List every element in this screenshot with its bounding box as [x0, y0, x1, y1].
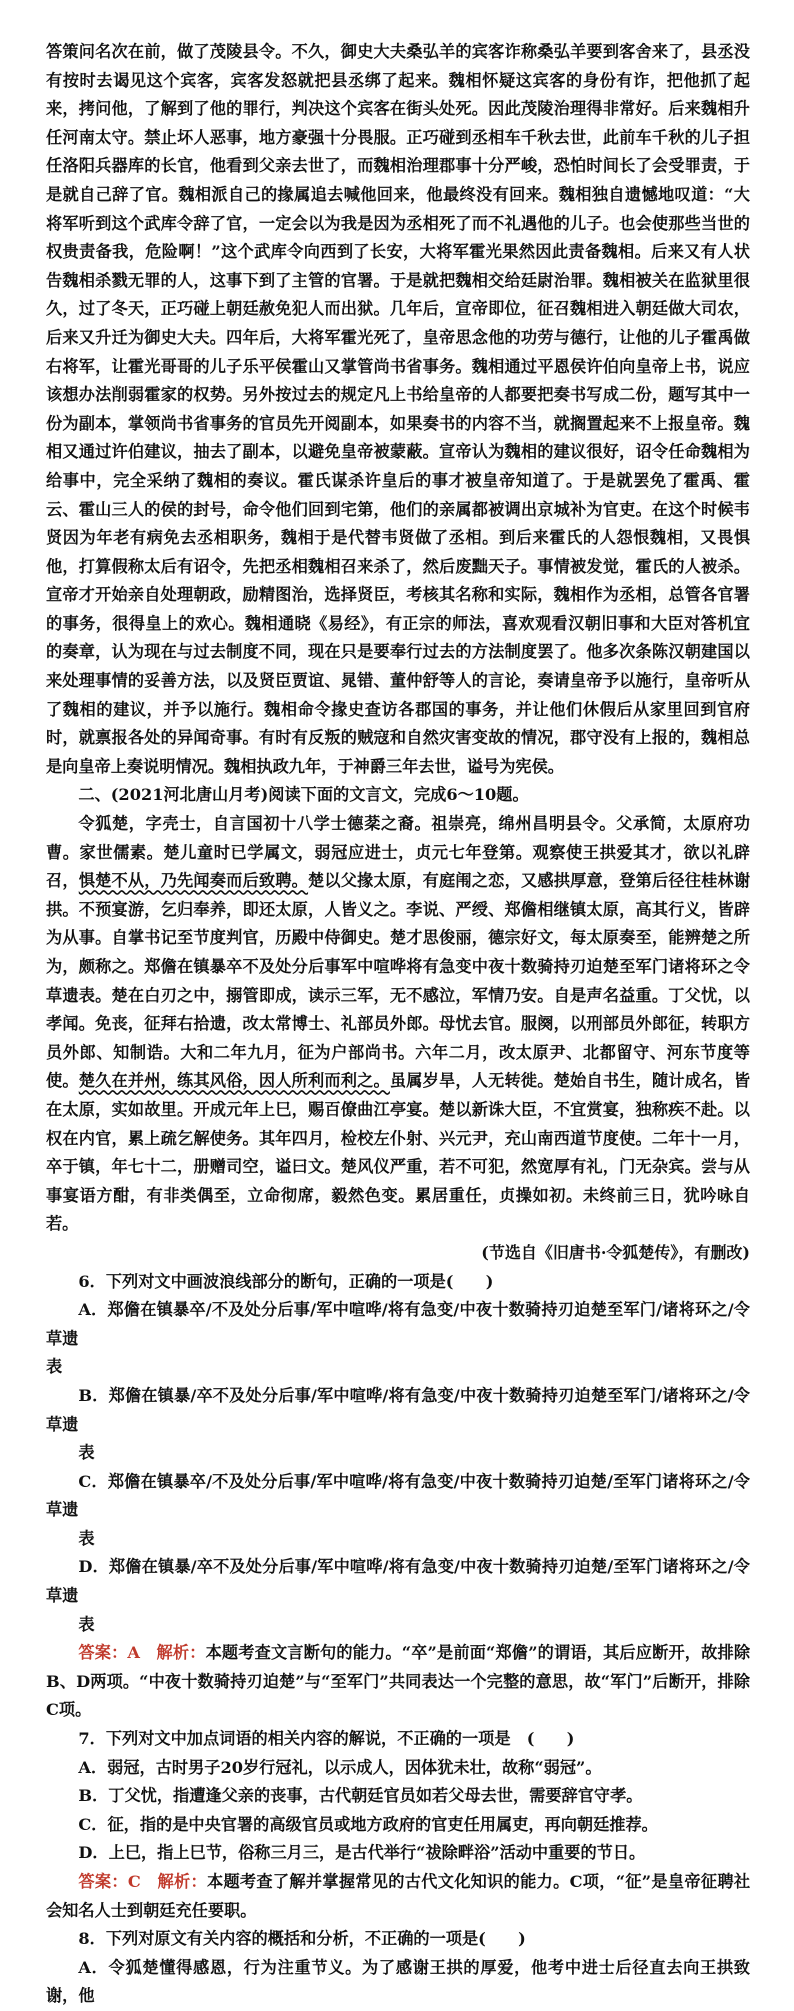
- passage-text-c: 虽属岁旱，人无转徙。楚始自书生，随计成名，皆在太原，实如故里。开成元年上巳，赐百僚曲江亭宴。楚以新诛大臣，不宜赏宴，独称疾不赴。以权在内官，累上疏乞解使务。其年四月，检校左仆射、兴元尹，充山南西道节度使。二年十一月，卒于镇，年七十二，册赠司空，谥曰文。楚风仪严重，若不可犯，然宽厚有礼，门无杂宾。尝与从事宴语方酣，有非类偶至，立命彻席，毅然色变。累居重任，贞操如初。未终前三日，犹吟咏自若。: [46, 1071, 751, 1234]
- passage-text-a: 令狐楚，字壳士，自言国初十八学士德棻之裔。祖崇亮，绵州昌明县令。父承简，太原府功曹。家世儒素。楚儿童时已学属文，弱冠应进士，贞元七年登第。观察使王拱爱其才，欲以礼辟召，: [46, 814, 750, 891]
- question-6-stem: 6．下列对文中画波浪线部分的断句，正确的一项是( ): [78, 1271, 494, 1291]
- wavy-underlined-sentence-1: 惧楚不从，乃先闻奏而后致聘。: [78, 871, 309, 891]
- question-6-option-b: B．郑儋在镇暴/卒不及处分后事/军中喧哗/将有急变/中夜十数骑持刃迫楚至军门/诸将环之/令草遗 表: [46, 1385, 750, 1463]
- question-7-option-d: D．上巳，指上巳节，俗称三月三，是古代举行“祓除畔浴”活动中重要的节日。: [78, 1843, 646, 1863]
- question-6-option-a: A．郑儋在镇暴卒/不及处分后事/军中喧哗/将有急变/中夜十数骑持刃迫楚至军门/诸将环之/令草遗 表: [46, 1300, 750, 1377]
- passage-text-b: 楚以父掾太原，有庭闱之恋，又感拱厚意，登第后径往桂林谢拱。不预宴游，乞归奉养，即还太原，人皆义之。李说、严绶、郑儋相继镇太原，高其行义，皆辟为从事。自掌书记至节度判官，历殿中侍御史。楚才思俊丽，德宗好文，每太原奏至，能辨楚之所为，颇称之。郑儋在镇暴卒不及处分后事军中喧哗将有急变中夜十数骑持刃迫楚至军门诸将环之令草遗表。楚在白刃之中，搦管即成，读示三军，无不感泣，军情乃安。自是声名益重。丁父忧，以孝闻。免丧，征拜右拾遗，改太常博士、礼部员外郎。母忧去官。服阕，以刑部员外郎征，转职方员外郎、知制诰。大和二年九月，征为户部尚书。六年二月，改太原尹、北都留守、河东节度等使。: [46, 871, 751, 1091]
- wavy-underlined-sentence-2: 楚久在并州，练其风俗，因人所利而利之。: [78, 1071, 390, 1091]
- answer-label: 答案：C: [78, 1872, 141, 1891]
- section-heading: 二、(2021河北唐山月考)阅读下面的文言文，完成6～10题。: [78, 785, 529, 805]
- question-7-option-c: C．征，指的是中央官署的高级官员或地方政府的官吏任用属吏，再向朝廷推荐。: [78, 1814, 658, 1834]
- question-7-stem: 7．下列对文中加点词语的相关内容的解说，不正确的一项是 ( ): [78, 1729, 575, 1749]
- classical-passage: [46, 810, 750, 1239]
- answer-label: 答案：A: [78, 1643, 140, 1663]
- question-7-option-b: B．丁父忧，指遭逢父亲的丧事，古代朝廷官员如若父母去世，需要辞官守孝。: [78, 1786, 643, 1806]
- analysis-label: 解析：: [157, 1872, 207, 1891]
- question-6-option-c: C．郑儋在镇暴卒/不及处分后事/军中喧哗/将有急变/中夜十数骑持刃迫楚/至军门诸将环之/令草遗 表: [46, 1471, 750, 1548]
- question-6-answer: [46, 1639, 750, 1725]
- question-7-answer: [46, 1868, 750, 1925]
- analysis-text: 本题考查了解并掌握常见的古代文化知识的能力。C项，“征”是皇帝征聘社会知名人士到朝廷充任要职。: [46, 1872, 751, 1920]
- question-8-option-a: A．令狐楚懂得感恩，行为注重节义。为了感谢王拱的厚爱，他考中进士后径直去向王拱致谢，他: [46, 1957, 750, 2006]
- question-7-option-a: A．弱冠，古时男子20岁行冠礼，以示成人，因体犹未壮，故称“弱冠”。: [78, 1757, 602, 1777]
- analysis-text: 本题考查文言断句的能力。“卒”是前面“郑儋”的谓语，其后应断开，故排除B、D两项。“中夜十数骑持刃迫楚”与“至军门”共同表达一个完整的意思，故“军门”后断开，排除C项。: [46, 1643, 751, 1720]
- question-8-stem: 8．下列对原文有关内容的概括和分析，不正确的一项是( ): [78, 1929, 526, 1949]
- question-6-option-d: D．郑儋在镇暴/卒不及处分后事/军中喧哗/将有急变/中夜十数骑持刃迫楚/至军门诸将环之/令草遗 表: [46, 1557, 750, 1634]
- analysis-label: 解析：: [156, 1643, 206, 1663]
- passage-translation: 答策问名次在前，做了茂陵县令。不久，御史大夫桑弘羊的宾客诈称桑弘羊要到客舍来了，县丞没有按时去谒见这个宾客，宾客发怒就把县丞绑了起来。魏相怀疑这宾客的身份有诈，把他抓了起来，拷问他，了解到了他的罪行，判决这个宾客在街头处死。因此茂陵治理得非常好。后来魏相升任河南太守。禁止坏人恶事，地方豪强十分畏服。正巧碰到丞相车千秋去世，此前车千秋的儿子担任洛阳兵器库的长官，他看到父亲去世了，而魏相治理郡事十分严峻，恐怕时间长了会受罪责，于是就自己辞了官。魏相派自己的掾属追去喊他回来，他最终没有回来。魏相独自遗憾地叹道：“大将军听到这个武库令辞了官，一定会以为我是因为丞相死了而不礼遇他的儿子。也会使那些当世的权贵责备我，危险啊！”这个武库令向西到了长安，大将军霍光果然因此责备魏相。后来又有人状告魏相杀戮无罪的人，这事下到了主管的官署。于是就把魏相交给廷尉治罪。魏相被关在监狱里很久，过了冬天，正巧碰上朝廷赦免犯人而出狱。几年后，宣帝即位，征召魏相进入朝廷做大司农，后来又升迁为御史大夫。四年后，大将军霍光死了，皇帝思念他的功劳与德行，让他的儿子霍禹做右将军，让霍光哥哥的儿子乐平侯霍山又掌管尚书省事务。魏相通过平恩侯许伯向皇帝上书，说应该想办法削弱霍家的权势。另外按过去的规定凡上书给皇帝的人都要把奏书写成二份，题写其中一份为副本，掌领尚书省事务的官员先开阅副本，如果奏书的内容不当，就搁置起来不上报皇帝。魏相又通过许伯建议，抽去了副本，以避免皇帝被蒙蔽。宣帝认为魏相的建议很好，诏令任命魏相为给事中，完全采纳了魏相的奏议。霍氏谋杀许皇后的事才被皇帝知道了。于是就罢免了霍禹、霍云、霍山三人的侯的封号，命令他们回到宅第，他们的亲属都被调出京城补为官吏。在这个时候韦贤因为年老有病免去丞相职务，魏相于是代替韦贤做了丞相。到后来霍氏的人怨恨魏相，又畏惧他，打算假称太后有诏令，先把丞相魏相召来杀了，然后废黜天子。事情被发觉，霍氏的人被杀。宣帝才开始亲自处理朝政，励精图治，选择贤臣，考核其名称和实际，魏相作为丞相，总管各官署的事务，很得皇上的欢心。魏相通晓《易经》，有正宗的师法，喜欢观看汉朝旧事和大臣对答机宜的奏章，认为现在与过去制度不同，现在只是要奉行过去的方法制度罢了。他多次条陈汉朝建国以来处理事情的妥善方法，以及贤臣贾谊、晁错、董仲舒等人的言论，奏请皇帝予以施行，皇帝听从了魏相的建议，并予以施行。魏相命令掾史查访各郡国的事务，并让他们休假后从家里回到官府时，就禀报各处的异闻奇事。有时有反叛的贼寇和自然灾害变故的情况，郡守没有上报的，魏相总是向皇帝上奏说明情况。魏相执政九年，于神爵三年去世，谥号为宪侯。: [46, 42, 750, 776]
- passage-source: (节选自《旧唐书·令狐楚传》，有删改): [481, 1242, 750, 1262]
